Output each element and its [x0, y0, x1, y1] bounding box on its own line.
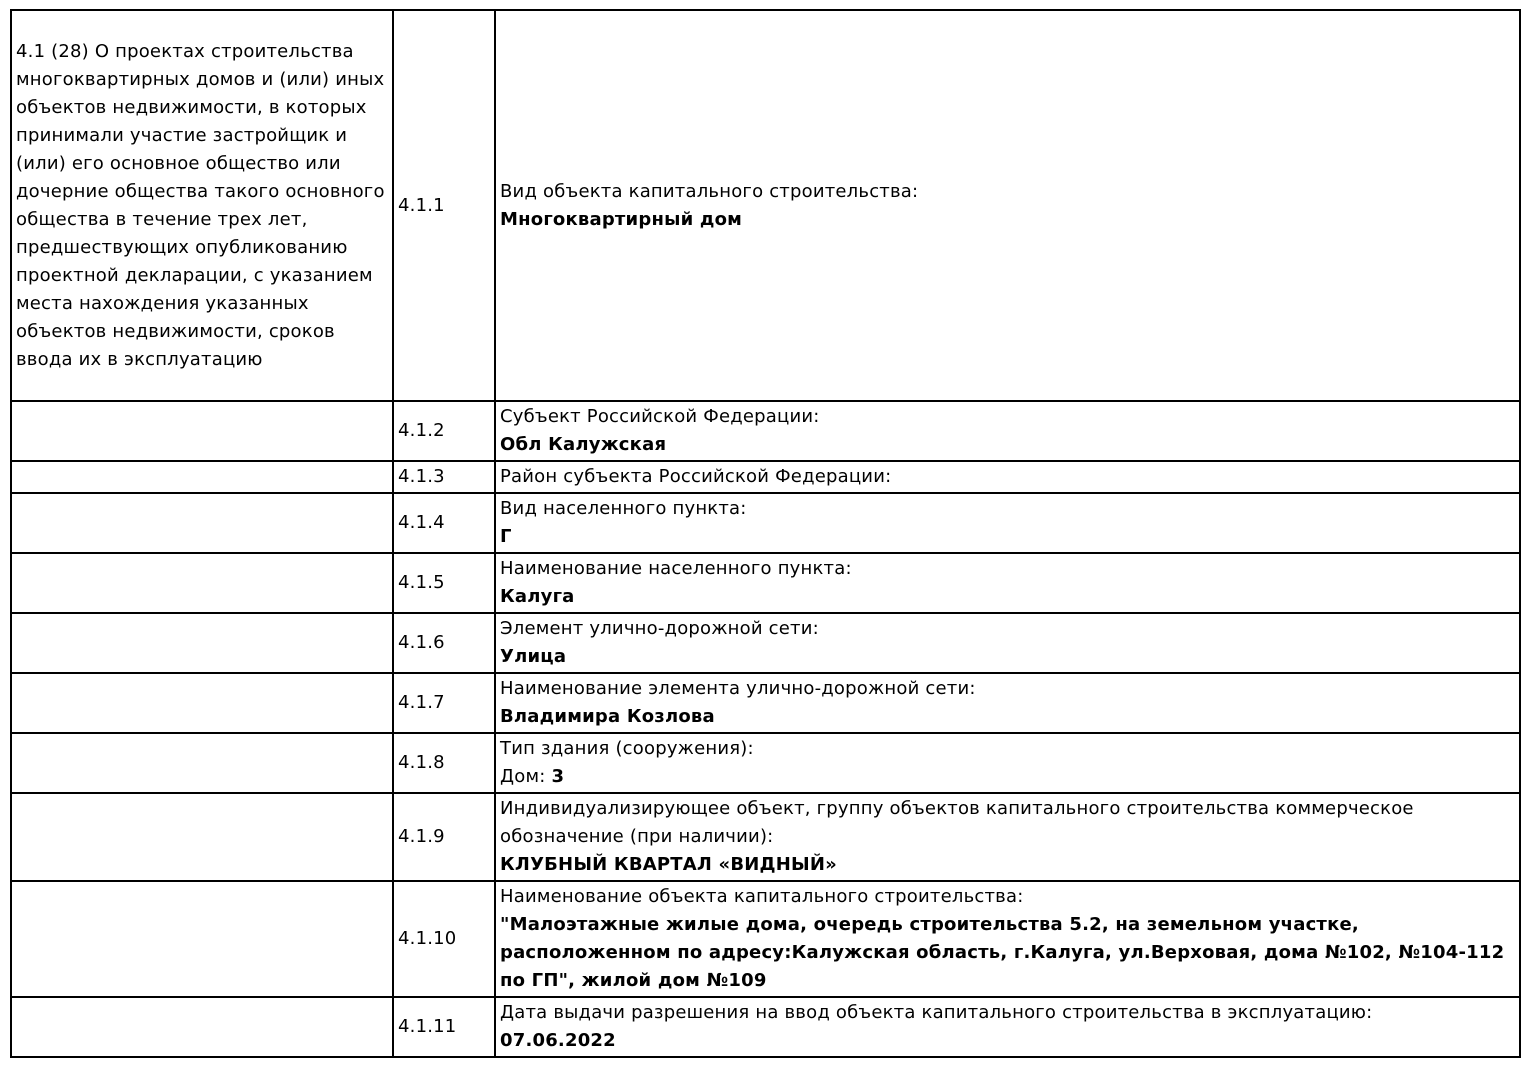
- field-label: Наименование элемента улично-дорожной сети:: [500, 678, 976, 699]
- row-code: 4.1.3: [393, 461, 495, 493]
- row-content: [495, 613, 1520, 673]
- row-code: 4.1.9: [393, 793, 495, 881]
- row-content: [495, 673, 1520, 733]
- field-label: Вид населенного пункта:: [500, 498, 747, 519]
- field-value-line: [500, 206, 1515, 234]
- section-description-cell-empty: [11, 997, 393, 1057]
- field-label: Тип здания (сооружения):: [500, 738, 754, 759]
- field-label: Вид объекта капитального строительства:: [500, 180, 919, 202]
- field-value-line: [500, 523, 1515, 551]
- table-row: [11, 461, 1520, 493]
- table-row: [11, 997, 1520, 1057]
- row-content: [495, 401, 1520, 461]
- field-value-line: [500, 703, 1515, 731]
- section-description-cell-empty: [11, 461, 393, 493]
- field-value: 07.06.2022: [500, 1030, 616, 1051]
- row-code: 4.1.6: [393, 613, 495, 673]
- field-value: Многоквартирный дом: [500, 208, 743, 230]
- field-label: Район субъекта Российской Федерации:: [500, 466, 892, 487]
- field-value: Обл Калужская: [500, 434, 667, 455]
- field-value: Владимира Козлова: [500, 706, 715, 727]
- table-row: [11, 613, 1520, 673]
- row-content: [495, 881, 1520, 997]
- section-description-cell-empty: [11, 553, 393, 613]
- section-description-cell-empty: [11, 493, 393, 553]
- field-value: КЛУБНЫЙ КВАРТАЛ «ВИДНЫЙ»: [500, 854, 837, 875]
- table-row: [11, 793, 1520, 881]
- field-value-line: [500, 911, 1515, 995]
- table-row: [11, 881, 1520, 997]
- table-row: [11, 493, 1520, 553]
- field-value-line: [500, 431, 1515, 459]
- section-description: 4.1 (28) О проектах строительства многоквартирных домов и (или) иных объектов недвижимости, в которых принимали участие застройщик и (или) его основное общество или дочерние общества такого основного общества в течение трех лет, предшествующих опубликованию проектной декларации, с указанием места нахождения указанных объектов недвижимости, сроков ввода их в эксплуатацию: [16, 40, 385, 370]
- field-value-line: [500, 851, 1515, 879]
- section-description-cell-empty: [11, 613, 393, 673]
- row-content: [495, 997, 1520, 1057]
- declaration-table: [10, 9, 1521, 1058]
- field-label: Индивидуализирующее объект, группу объектов капитального строительства коммерческое обозначение (при наличии):: [500, 798, 1414, 847]
- field-label: Наименование объекта капитального строительства:: [500, 886, 1024, 907]
- field-value: "Малоэтажные жилые дома, очередь строительства 5.2, на земельном участке, расположенном по адресу:Калужская область, г.Калуга, ул.Верховая, дома №102, №104-112 по ГП", жилой дом №109: [500, 914, 1505, 991]
- row-code: 4.1.5: [393, 553, 495, 613]
- field-label: Наименование населенного пункта:: [500, 558, 852, 579]
- row-content: [495, 461, 1520, 493]
- section-description-cell-empty: [11, 733, 393, 793]
- table-row: [11, 733, 1520, 793]
- field-value: Г: [500, 526, 512, 547]
- row-code: 4.1.10: [393, 881, 495, 997]
- section-description-cell-empty: [11, 881, 393, 997]
- field-value-prefix: Дом:: [500, 766, 552, 787]
- section-description-cell-empty: [11, 793, 393, 881]
- table-row: [11, 553, 1520, 613]
- field-value: Улица: [500, 646, 567, 667]
- table-row: [11, 10, 1520, 401]
- field-value-line: [500, 763, 1515, 791]
- field-value: Калуга: [500, 586, 575, 607]
- field-value-line: [500, 643, 1515, 671]
- field-value-line: [500, 583, 1515, 611]
- field-label: Элемент улично-дорожной сети:: [500, 618, 819, 639]
- row-code: 4.1.7: [393, 673, 495, 733]
- section-description-cell: [11, 10, 393, 401]
- row-content: [495, 493, 1520, 553]
- field-label: Субъект Российской Федерации:: [500, 406, 820, 427]
- row-code: 4.1.8: [393, 733, 495, 793]
- row-content: [495, 10, 1520, 401]
- row-code: 4.1.2: [393, 401, 495, 461]
- field-value-line: [500, 1027, 1515, 1055]
- table-row: [11, 673, 1520, 733]
- table-row: [11, 401, 1520, 461]
- row-content: [495, 793, 1520, 881]
- row-code: 4.1.11: [393, 997, 495, 1057]
- row-code: 4.1.4: [393, 493, 495, 553]
- row-content: [495, 553, 1520, 613]
- field-label: Дата выдачи разрешения на ввод объекта капитального строительства в эксплуатацию:: [500, 1002, 1373, 1023]
- field-value: 3: [551, 766, 565, 787]
- row-content: [495, 733, 1520, 793]
- section-description-cell-empty: [11, 401, 393, 461]
- row-code: 4.1.1: [393, 10, 495, 401]
- section-description-cell-empty: [11, 673, 393, 733]
